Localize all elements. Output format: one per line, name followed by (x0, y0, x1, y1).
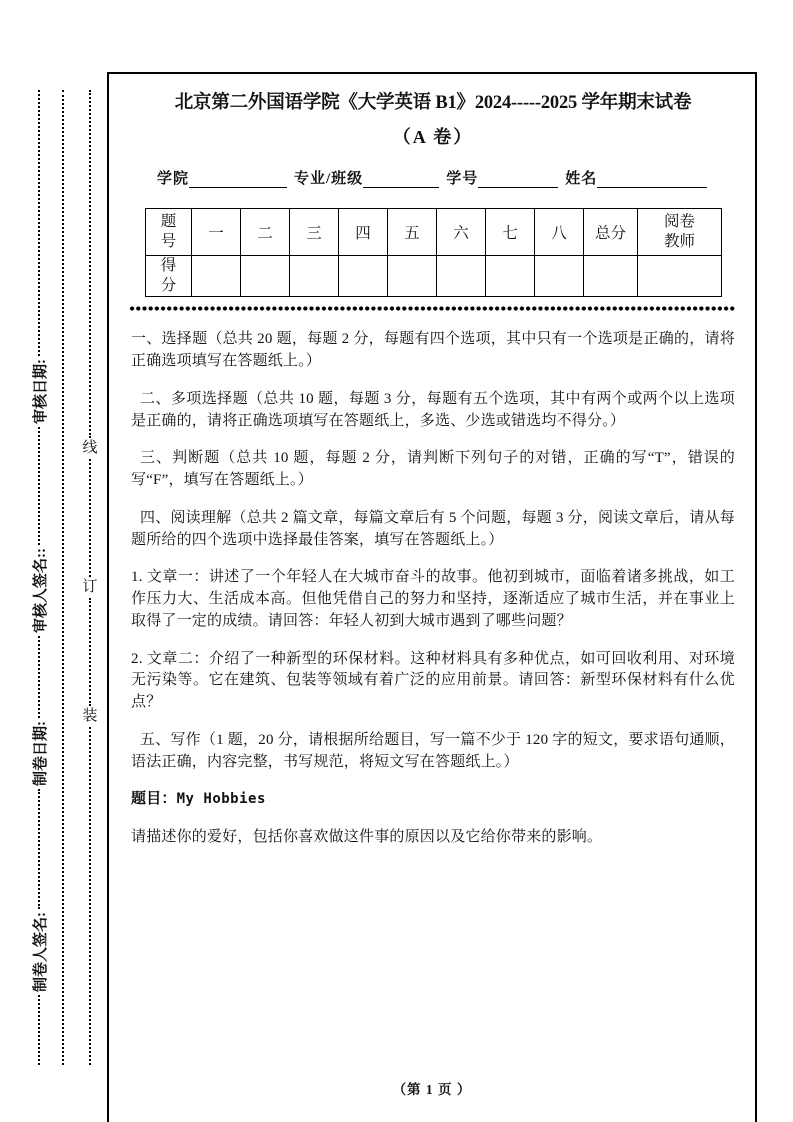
college-label: 学院 (157, 171, 190, 187)
passage-2-summary: 2. 文章二：介绍了一种新型的环保材料。这种材料具有多种优点，如可回收利用、对环境无污染等。它在建筑、包装等领域有着广泛的应用前景。请回答：新型环保材料有什么优点？ (131, 650, 735, 711)
essay-title-line (131, 789, 735, 811)
question-number-row (146, 209, 722, 256)
section-5-instructions: 五、写作（1 题，20 分，请根据所给题目，写一篇不少于 120 字的短文，要求语句通顺，语法正确，内容完整，书写规范，将短文写在答题纸上。） (131, 731, 735, 770)
binding-char-zhuang: 装 (82, 708, 98, 724)
essay-title-value: My Hobbies (176, 791, 266, 808)
binding-line-with-chars (80, 90, 100, 1065)
score-cell-1 (192, 256, 241, 297)
score-cell-6 (437, 256, 486, 297)
score-label: 得分 (160, 257, 177, 295)
col-header-1: 一 (192, 209, 241, 256)
paper-maker-date-label: 制卷日期: (32, 721, 49, 786)
exam-title: 北京第二外国语学院《大学英语 B1》2024-----2025 学年期末试卷 (174, 93, 692, 113)
corner-cell (146, 209, 192, 256)
major-class-fill-line (363, 170, 439, 188)
section-2-instructions: 二、多项选择题（总共 10 题，每题 3 分，每题有五个选项，其中有两个或两个以上选项是正确的，请将正确选项填写在答题纸上，多选、少选或错选均不得分。） (131, 390, 735, 429)
binding-dotted-line (62, 90, 64, 1065)
section-4-instructions: 四、阅读理解（总共 2 篇文章，每篇文章后有 5 个问题，每题 3 分，阅读文章后，请从每题所给的四个选项中选择最佳答案，填写在答题纸上。） (131, 509, 735, 548)
col-header-6: 六 (437, 209, 486, 256)
dotted-separator (129, 306, 735, 311)
dotted-segment (89, 727, 91, 1065)
col-header-4: 四 (339, 209, 388, 256)
question-number-label: 题号 (160, 212, 177, 250)
exam-subtitle: （A 卷） (392, 127, 474, 147)
col-header-5: 五 (388, 209, 437, 256)
col-header-total: 总分 (584, 209, 638, 256)
score-cell-7 (486, 256, 535, 297)
score-cell-total (584, 256, 638, 297)
score-table (145, 208, 722, 297)
score-cell-grader (638, 256, 722, 297)
dotted-leader (38, 789, 40, 909)
col-header-3: 三 (290, 209, 339, 256)
dotted-leader (38, 995, 40, 1065)
binding-char-xian: 线 (82, 440, 98, 456)
college-fill-line (189, 170, 287, 188)
grader-label: 阅卷教师 (663, 212, 695, 250)
score-row-header (146, 256, 192, 297)
student-info-row (157, 167, 735, 188)
score-cell-8 (535, 256, 584, 297)
score-row (146, 256, 722, 297)
passage-1-summary: 1. 文章一：讲述了一个年轻人在大城市奋斗的故事。他初到城市，面临着诸多挑战，如工作压力大、生活成本高。但他凭借自己的努力和坚持，逐渐适应了城市生活，并在事业上取得了一定的成绩。请回答：年轻人初到大城市遇到了哪些问题？ (131, 569, 735, 629)
reviewer-signature-label: 审核人签名:: (32, 548, 49, 633)
binding-char-ding: 订 (82, 579, 98, 595)
review-date-label: 审核日期: (32, 359, 49, 424)
dotted-leader (38, 90, 40, 356)
section-3-instructions: 三、判断题（总共 10 题，每题 2 分，请判断下列句子的对错，正确的写“T”，错误的写“F”，填写在答题纸上。） (131, 450, 735, 489)
score-cell-2 (241, 256, 290, 297)
col-header-8: 八 (535, 209, 584, 256)
dotted-segment (89, 598, 91, 706)
review-signature-strip (28, 90, 50, 1065)
student-id-label: 学号 (446, 171, 479, 187)
col-header-2: 二 (241, 209, 290, 256)
score-cell-4 (339, 256, 388, 297)
name-fill-line (597, 170, 707, 188)
essay-prompt: 请描述你的爱好，包括你喜欢做这件事的原因以及它给你带来的影响。 (131, 829, 603, 846)
dotted-leader (38, 636, 40, 718)
dotted-segment (89, 459, 91, 577)
col-header-7: 七 (486, 209, 535, 256)
col-header-grader (638, 209, 722, 256)
paper-maker-signature-label: 制卷人签名: (32, 912, 49, 992)
dotted-segment (89, 90, 91, 438)
name-label: 姓名 (565, 171, 598, 187)
exam-sheet (107, 72, 757, 1122)
dotted-leader (38, 427, 40, 545)
score-cell-5 (388, 256, 437, 297)
student-id-fill-line (478, 170, 558, 188)
essay-title-label: 题目： (131, 791, 177, 808)
score-cell-3 (290, 256, 339, 297)
page-number: （第 1 页 ） (392, 1082, 472, 1097)
section-1-instructions: 一、选择题（总共 20 题，每题 2 分，每题有四个选项，其中只有一个选项是正确的，请将正确选项填写在答题纸上。） (131, 331, 735, 370)
major-class-label: 专业/班级 (294, 171, 364, 187)
